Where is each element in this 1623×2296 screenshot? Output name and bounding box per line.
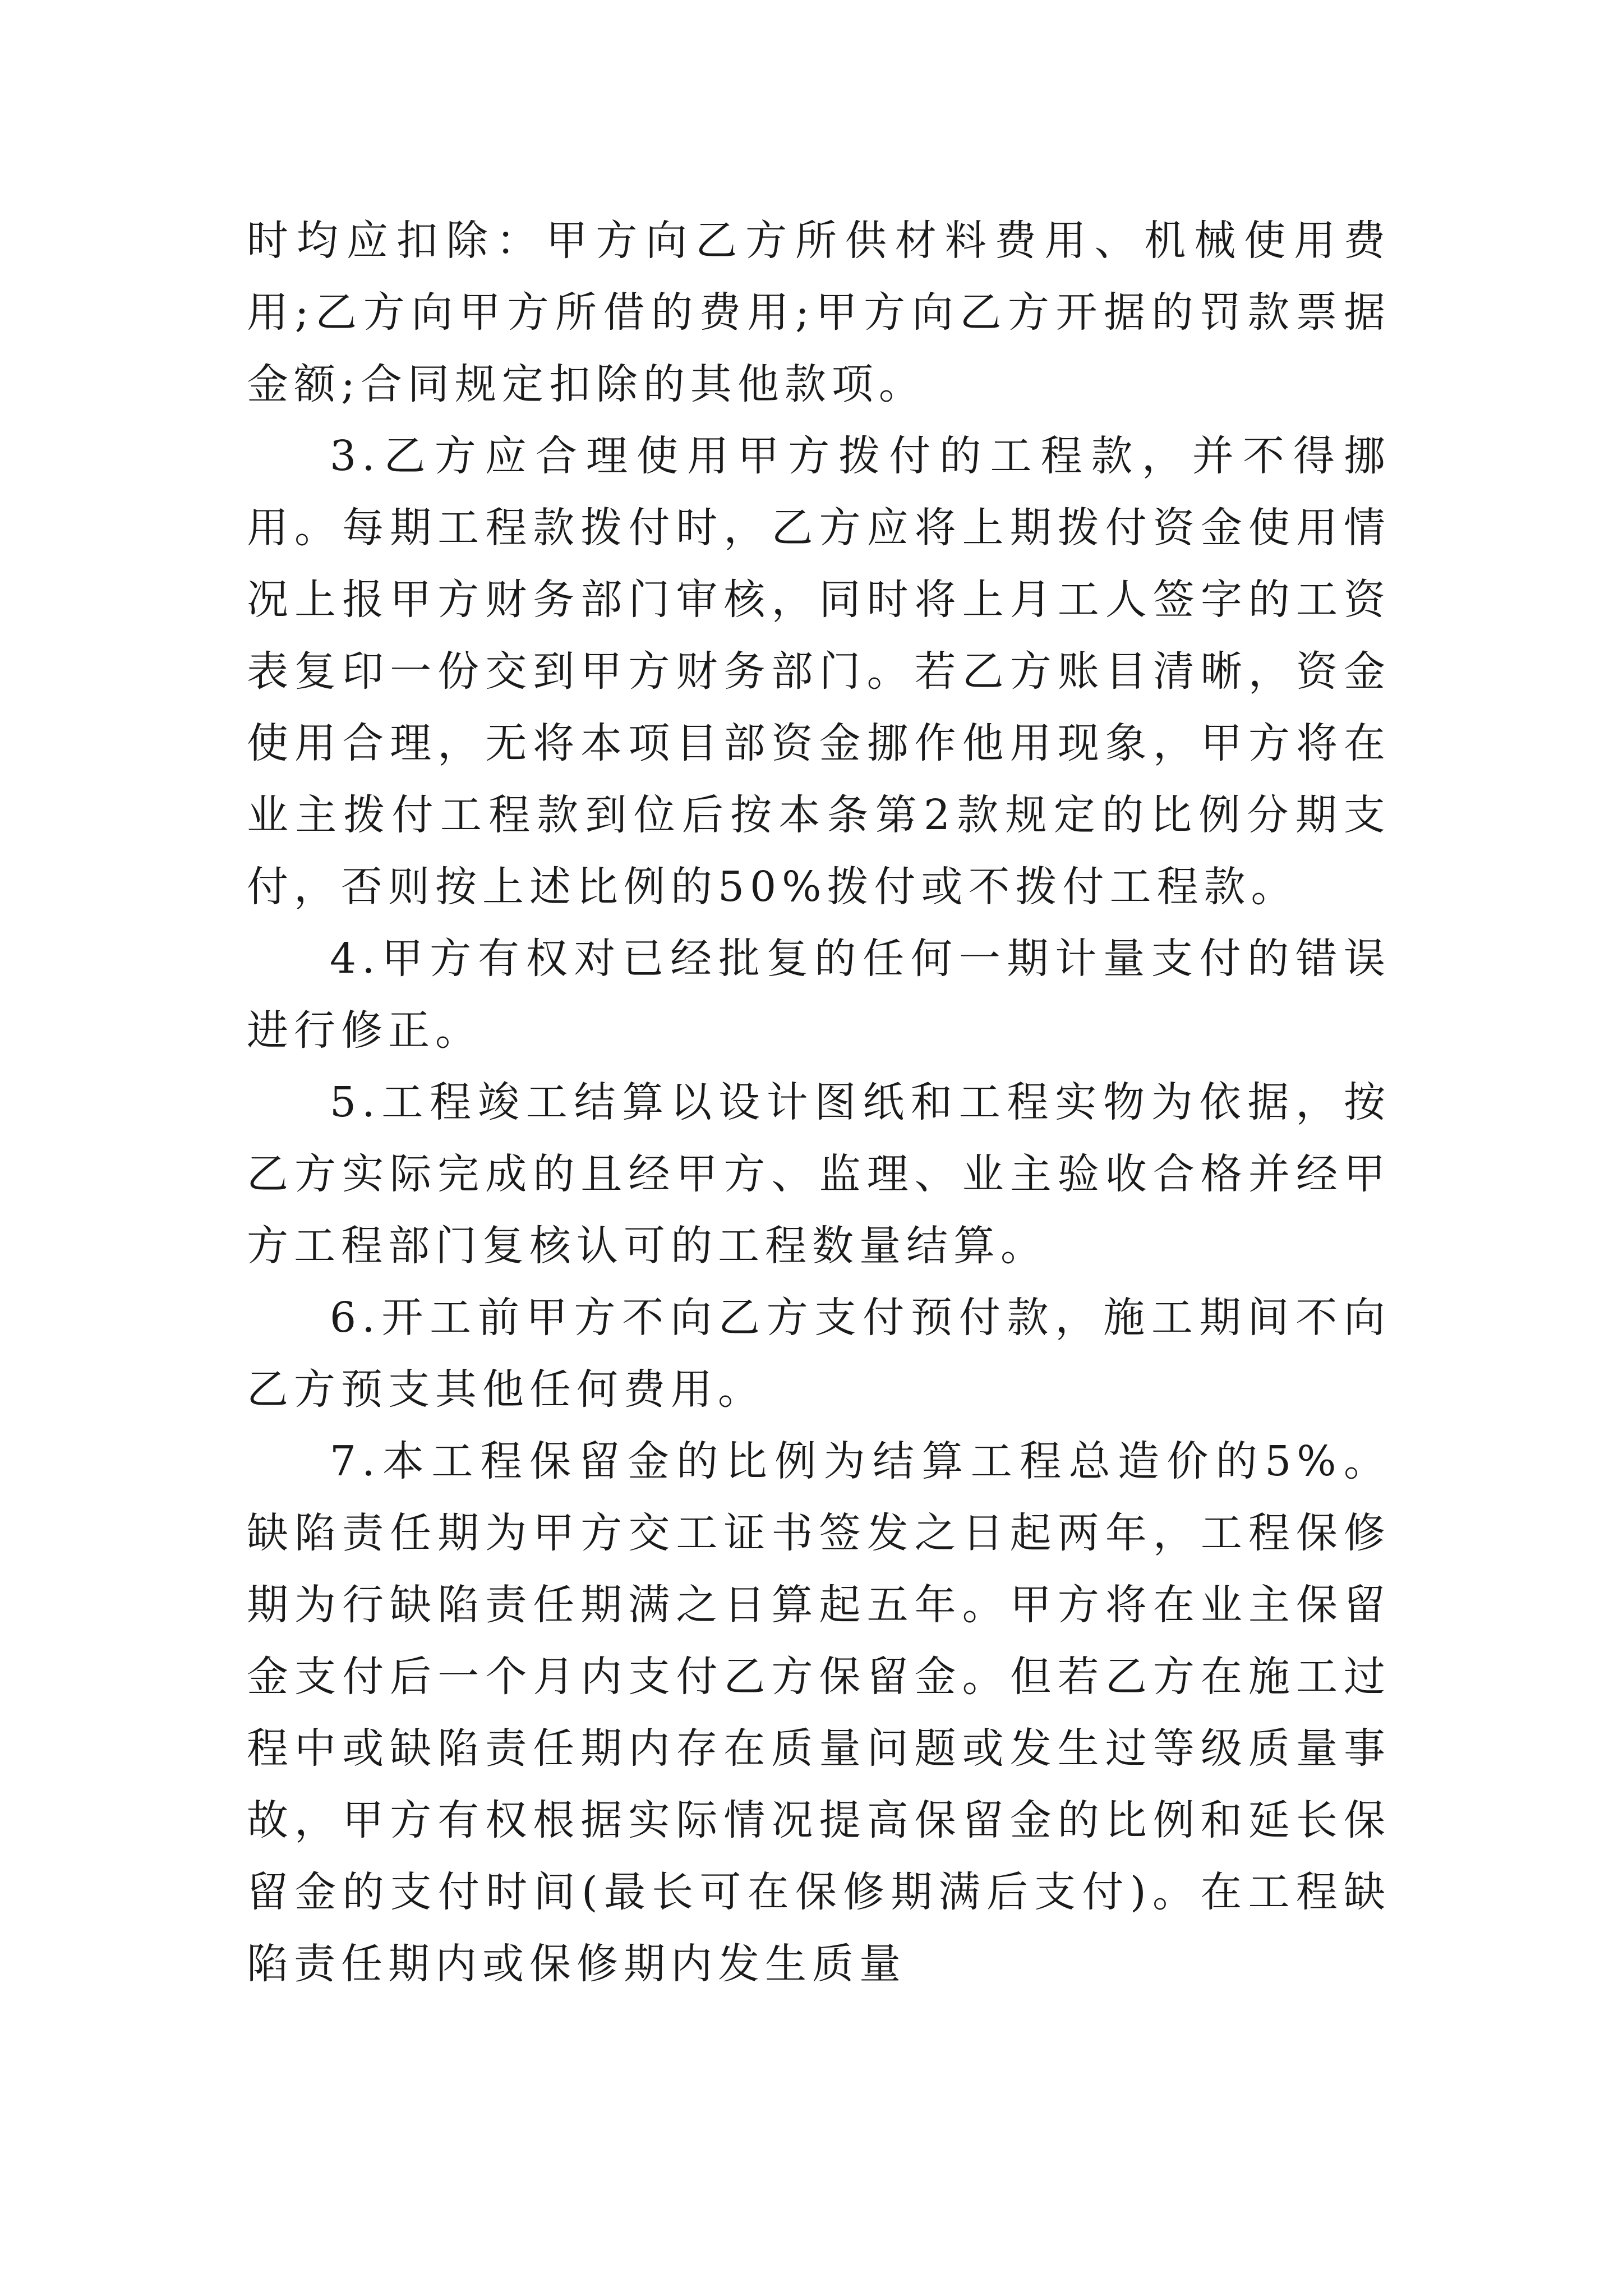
- paragraph-clause-4: 4.甲方有权对已经批复的任何一期计量支付的错误进行修正。: [247, 935, 1391, 1055]
- paragraph-clause-6: 6.开工前甲方不向乙方支付预付款，施工期间不向乙方预支其他任何费用。: [247, 1294, 1391, 1414]
- document-body: [247, 205, 1391, 2000]
- paragraph-deductions: 时均应扣除：甲方向乙方所供材料费用、机械使用费用;乙方向甲方所借的费用;甲方向乙方开据的罚款票据金额;合同规定扣除的其他款项。: [247, 217, 1391, 408]
- paragraph-clause-5: 5.工程竣工结算以设计图纸和工程实物为依据，按乙方实际完成的且经甲方、监理、业主验收合格并经甲方工程部门复核认可的工程数量结算。: [247, 1078, 1391, 1270]
- paragraph-clause-3: 3.乙方应合理使用甲方拨付的工程款，并不得挪用。每期工程款拨付时，乙方应将上期拨付资金使用情况上报甲方财务部门审核，同时将上月工人签字的工资表复印一份交到甲方财务部门。若乙方账目清晰，资金使用合理，无将本项目部资金挪作他用现象，甲方将在业主拨付工程款到位后按本条第2款规定的比例分期支付，否则按上述比例的50%拨付或不拨付工程款。: [247, 432, 1391, 911]
- paragraph-clause-7: 7.本工程保留金的比例为结算工程总造价的5%。缺陷责任期为甲方交工证书签发之日起两年，工程保修期为行缺陷责任期满之日算起五年。甲方将在业主保留金支付后一个月内支付乙方保留金。但若乙方在施工过程中或缺陷责任期内存在质量问题或发生过等级质量事故，甲方有权根据实际情况提高保留金的比例和延长保留金的支付时间(最长可在保修期满后支付)。在工程缺陷责任期内或保修期内发生质量: [247, 1437, 1391, 1988]
